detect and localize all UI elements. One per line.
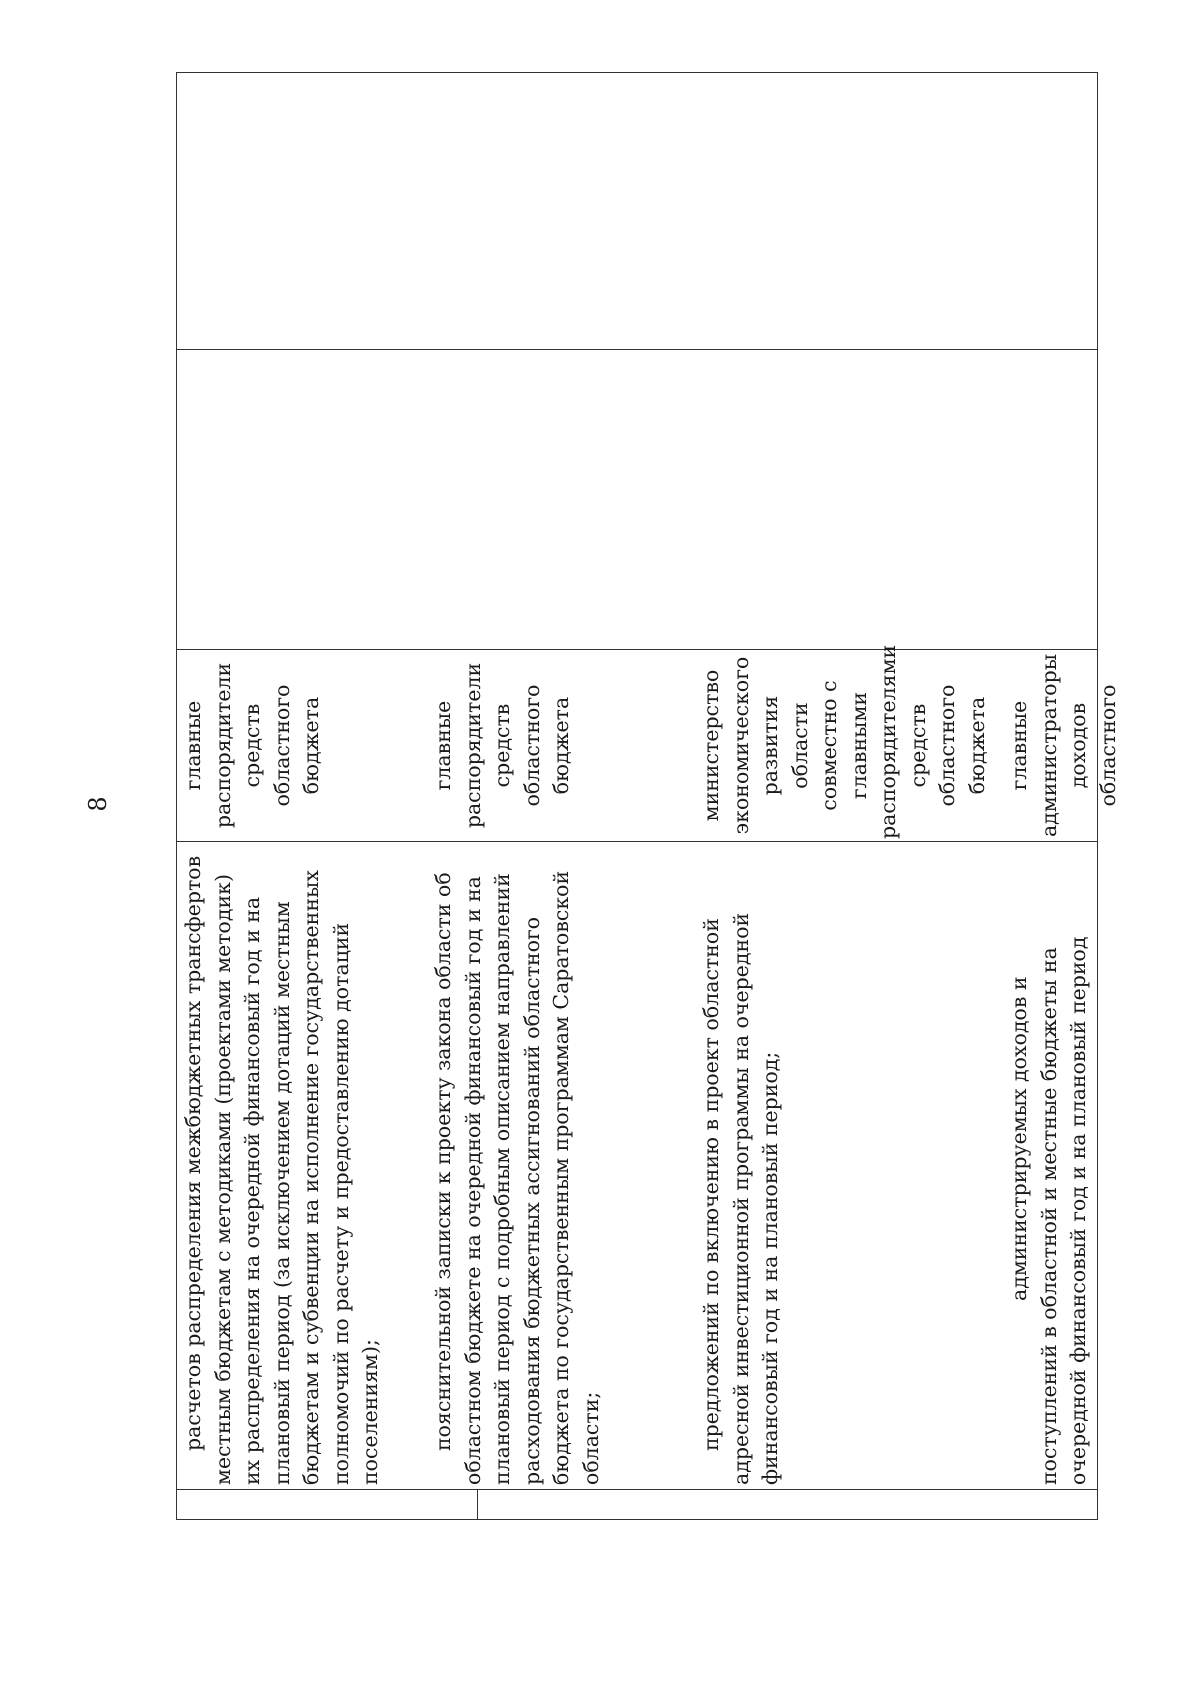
page-number: 8 <box>84 796 112 812</box>
row-1-text: расчетов распределения межбюджетных трансфертов местным бюджетам с методиками (проектами методик) их распределения на очередной финансовый год и на плановый период (за исключением дотаций местным бюджетам и субвенции на исполнение государственных полномочий по расчету и предоставлению дотаций поселениям); <box>181 855 382 1485</box>
table-container <box>176 72 1200 1485</box>
row-1-text-cell <box>179 846 386 1485</box>
row-3-text-cell <box>697 846 786 1485</box>
column-recipient <box>177 71 1097 349</box>
row-4-text-cell <box>1005 846 1094 1485</box>
row-1-responsible: главные распорядители средств областного бюджета <box>181 662 323 829</box>
column-deadline <box>177 349 1097 649</box>
row-3-responsible: министерство экономического развития области совместно с главными распорядителями средств областного бюджета <box>699 644 989 839</box>
row-2-text-cell <box>429 846 606 1485</box>
row-2-responsible: главные распорядители средств областного бюджета <box>431 662 573 829</box>
column-responsible <box>177 644 1120 841</box>
column-description <box>177 841 1097 1489</box>
row-4-responsible: главные администраторы доходов областного <box>1007 653 1120 838</box>
row-2-text: пояснительной записки к проекту закона области об областном бюджете на очередной финансовый год и на плановый период с подробным описанием направлений расходования бюджетных ассигнований областного бюджета по государственным программам Саратовской области; <box>431 870 603 1485</box>
row-3-text: предложений по включению в проект областной адресной инвестиционной программы на очередной финансовый год и на плановый период; <box>699 912 782 1485</box>
row-divider <box>477 1489 478 1519</box>
column-number <box>177 1489 1097 1519</box>
row-4-text: администрируемых доходов и поступлений в областной и местные бюджеты на очередной финансовый год и на плановый период <box>1007 936 1090 1485</box>
rotated-table <box>176 72 1120 1520</box>
